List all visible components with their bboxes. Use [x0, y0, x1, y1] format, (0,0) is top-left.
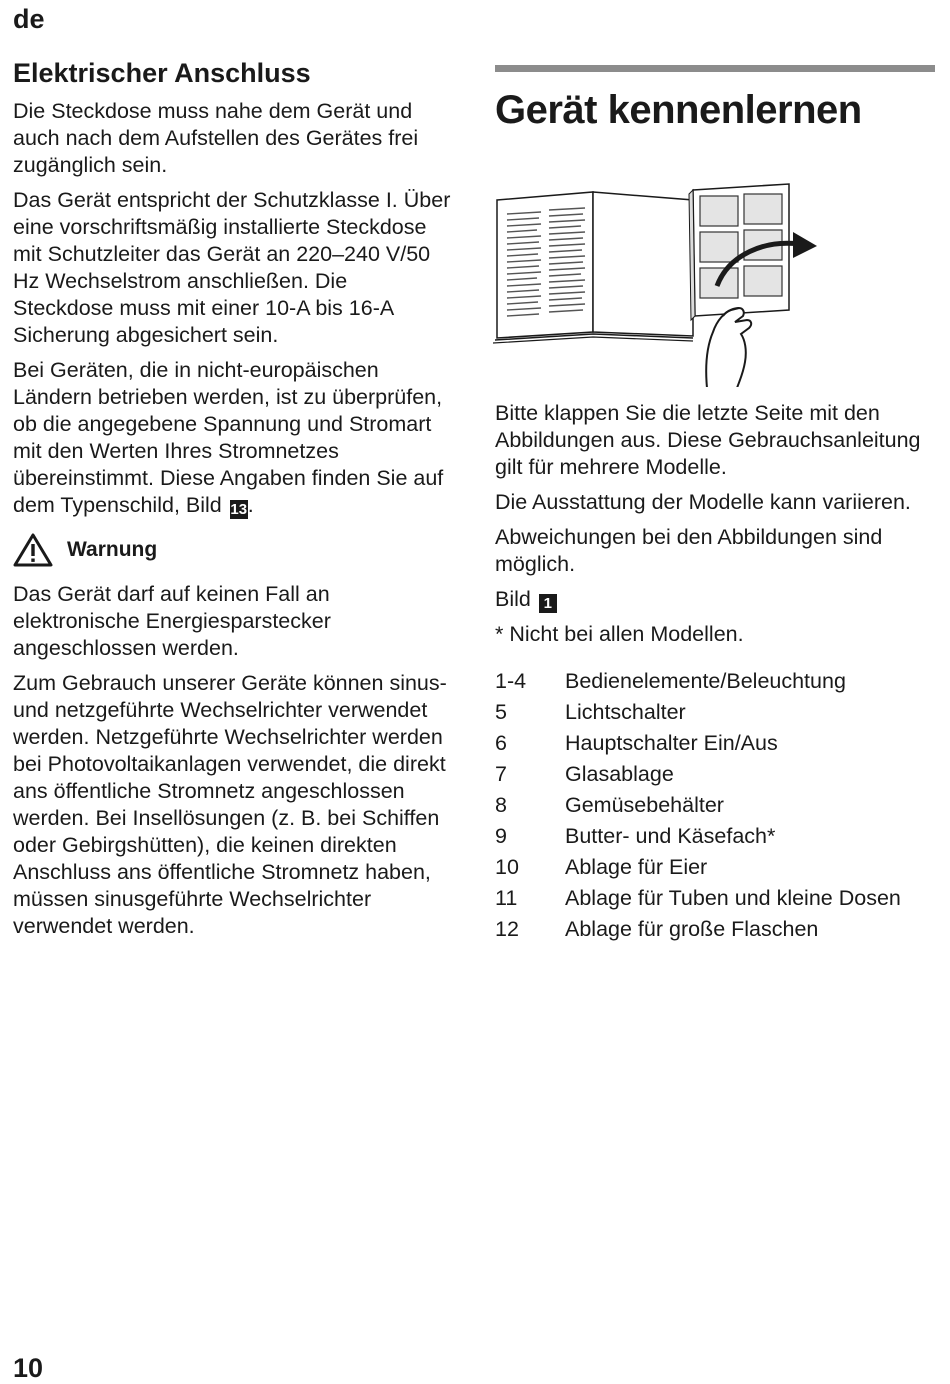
section-title-overview: Gerät kennenlernen: [495, 88, 862, 132]
part-number: 10: [495, 855, 519, 879]
section-rule: [495, 65, 935, 72]
warning-label: Warnung: [67, 538, 158, 561]
part-number: 12: [495, 917, 519, 941]
list-item: [495, 823, 935, 850]
figure-label: Bild: [495, 587, 531, 611]
paragraph-text: Bei Geräten, die in nicht-europäischen Ländern betrieben werden, ist zu überprüfen, ob die angegebene Spannung und Stromart mit den Werten Ihres Stromnetzes übereinstimmt. Diese Angaben finden Sie auf dem Typenschild, Bild: [13, 358, 444, 517]
paragraph-end: .: [247, 493, 254, 517]
part-number: 5: [495, 700, 507, 724]
figure-reference: [495, 586, 935, 613]
warning-triangle-icon: [13, 533, 53, 567]
section-title-electrical: Elektrischer Anschluss: [13, 58, 311, 88]
list-item: [495, 699, 935, 726]
footnote: * Nicht bei allen Modellen.: [495, 622, 744, 646]
left-column: [13, 56, 453, 948]
part-number: 6: [495, 731, 507, 755]
part-label: Glasablage: [565, 762, 674, 786]
part-label: Butter- und Käsefach*: [565, 824, 776, 848]
parts-list: [495, 668, 935, 943]
warning-heading: [13, 533, 453, 567]
part-number: 1-4: [495, 669, 527, 693]
paragraph-protection-class: Das Gerät entspricht der Schutzklasse I. Über eine vorschriftsmäßig installierte Steckdose mit Schutzleiter das Gerät an 220–240 V/50 Hz Wechselstrom anschließen. Die Steckdose muss mit einer 10-A bis 16-A Sicherung abgesichert sein.: [13, 188, 451, 347]
paragraph-fold-out: Bitte klappen Sie die letzte Seite mit den Abbildungen aus. Diese Gebrauchsanleitung gilt für mehrere Modelle.: [495, 401, 921, 479]
paragraph-socket-access: Die Steckdose muss nahe dem Gerät und auch nach dem Aufstellen des Gerätes frei zugänglich sein.: [13, 99, 419, 177]
part-label: Bedienelemente/Beleuchtung: [565, 669, 846, 693]
part-label: Ablage für Tuben und kleine Dosen: [565, 886, 901, 910]
paragraph-non-european: [13, 357, 453, 519]
part-label: Ablage für Eier: [565, 855, 708, 879]
figure-ref-badge: 13: [230, 501, 248, 518]
list-item: [495, 792, 935, 819]
part-label: Hauptschalter Ein/Aus: [565, 731, 778, 755]
part-number: 11: [495, 886, 518, 910]
fold-out-manual-illustration: [493, 182, 823, 387]
part-number: 7: [495, 762, 507, 786]
paragraph-energy-saver: Das Gerät darf auf keinen Fall an elektronische Energiesparstecker angeschlossen werden.: [13, 582, 331, 660]
figure-ref-badge: 1: [539, 594, 557, 613]
language-code: de: [13, 4, 45, 34]
list-item: [495, 885, 935, 912]
list-item: [495, 761, 935, 788]
page-number: 10: [13, 1353, 44, 1383]
part-label: Ablage für große Flaschen: [565, 917, 819, 941]
part-number: 8: [495, 793, 507, 817]
list-item: [495, 916, 935, 943]
paragraph-inverters: Zum Gebrauch unserer Geräte können sinus- und netzgeführte Wechselrichter verwendet werden. Netzgeführte Wechselrichter werden bei Photovoltaikanlagen verwendet, die direkt ans öffentliche Stromnetz angeschlossen werden. Bei Insellösungen (z. B. bei Schiffen oder Gebirgshütten), die keinen direkten Anschluss ans öffentliche Stromnetz haben, müssen sinusgeführte Wechselrichter verwendet werden.: [13, 671, 447, 938]
part-number: 9: [495, 824, 507, 848]
list-item: [495, 730, 935, 757]
right-column: [495, 65, 935, 947]
part-label: Lichtschalter: [565, 700, 686, 724]
paragraph-equipment: Die Ausstattung der Modelle kann variieren.: [495, 490, 911, 514]
part-label: Gemüsebehälter: [565, 793, 724, 817]
paragraph-deviations: Abweichungen bei den Abbildungen sind möglich.: [495, 525, 883, 576]
list-item: [495, 668, 935, 695]
list-item: [495, 854, 935, 881]
